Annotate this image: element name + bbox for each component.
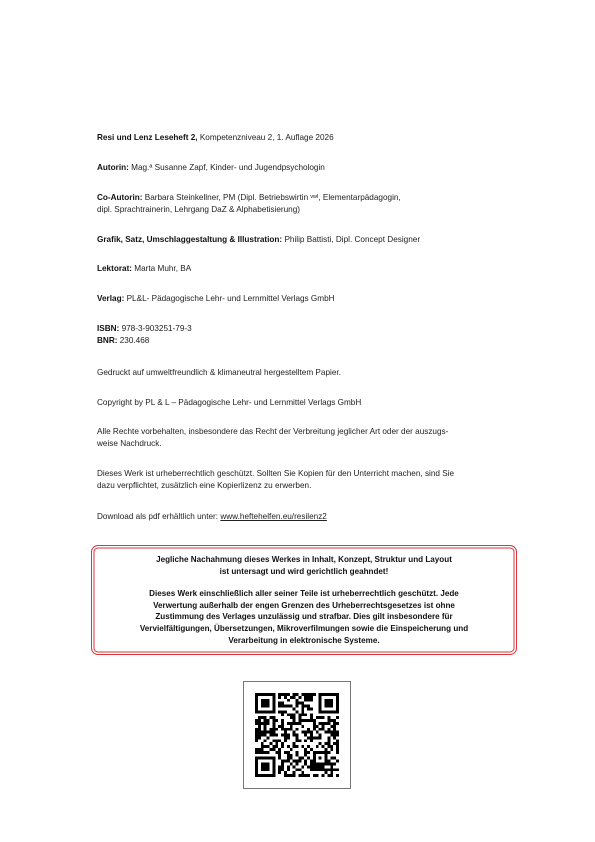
download-line [97, 511, 517, 523]
design-label: Grafik, Satz, Umschlaggestaltung & Illustration: [97, 235, 283, 244]
rights-line1: Alle Rechte vorbehalten, insbesondere das Recht der Verbreitung jeglicher Art oder der auszugs- [97, 427, 449, 436]
download-link[interactable]: www.heftehelfen.eu/resilenz2 [220, 512, 327, 521]
bnr-value: 230.468 [117, 336, 150, 345]
coauthor-label: Co-Autorin: [97, 193, 143, 202]
publisher-label: Verlag: [97, 294, 125, 303]
title-line [97, 132, 517, 144]
license-line2: dazu verpflichtet, zusätzlich eine Kopierlizenz zu erwerben. [97, 481, 312, 490]
publisher-value: PL&L- Pädagogische Lehr- und Lernmittel Verlags GmbH [124, 294, 335, 303]
notice-line7: Verarbeitung in elektronische Systeme. [228, 635, 380, 645]
license-block [97, 468, 517, 492]
isbn-label: ISBN: [97, 324, 120, 333]
author-line [97, 162, 517, 174]
rights-line2: weise Nachdruck. [97, 439, 162, 448]
copyright-line: Copyright by PL & L – Pädagogische Lehr- und Lernmittel Verlags GmbH [97, 398, 362, 407]
editor-value: Marta Muhr, BA [132, 264, 192, 273]
title-rest: Kompetenzniveau 2, 1. Auflage 2026 [197, 133, 334, 142]
qr-code-frame[interactable] [243, 681, 351, 789]
notice-line3: Dieses Werk einschließlich aller seiner Teile ist urheberrechtlich geschützt. Jede [149, 589, 459, 599]
author-label: Autorin: [97, 163, 129, 172]
coauthor-value-line2: dipl. Sprachtrainerin, Lehrgang DaZ & Alphabetisierung) [97, 205, 300, 214]
rights-block [97, 426, 517, 450]
download-text: Download als pdf erhältlich unter: [97, 512, 221, 521]
design-value: Philip Battisti, Dipl. Concept Designer [282, 235, 421, 244]
author-value: Mag.ª Susanne Zapf, Kinder- und Jugendpsychologin [128, 163, 325, 172]
notice-line6: Vervielfältigungen, Übersetzungen, Mikroverfilmungen sowie die Einspeicherung und [139, 623, 469, 633]
isbn-bnr-block [97, 323, 517, 347]
isbn-value: 978-3-903251-79-3 [119, 324, 192, 333]
editor-label: Lektorat: [97, 264, 133, 273]
editor-line [97, 263, 517, 275]
qr-code-icon [255, 693, 339, 777]
license-line1: Dieses Werk ist urheberrechtlich geschützt. Sollten Sie Kopien für den Unterricht machen, sind Sie [97, 469, 455, 478]
design-line [97, 234, 517, 246]
print-note: Gedruckt auf umweltfreundlich & klimaneutral hergestelltem Papier. [97, 368, 341, 377]
coauthor-line [97, 192, 517, 216]
notice-line5: Zustimmung des Verlages unzulässig und strafbar. Dies gilt insbesondere für [155, 612, 453, 622]
bnr-label: BNR: [97, 336, 118, 345]
coauthor-value-line1: Barbara Steinkellner, PM (Dipl. Betriebswirtin ᵛʷᴵ, Elementarpädagogin, [142, 193, 401, 202]
notice-line2: ist untersagt und wird gerichtlich geahndet! [219, 566, 389, 576]
title-bold: Resi und Lenz Leseheft 2, [97, 133, 198, 142]
publisher-line [97, 293, 517, 305]
copyright-notice-box [91, 545, 517, 655]
notice-line1: Jegliche Nachahmung dieses Werkes in Inhalt, Konzept, Struktur und Layout [156, 555, 452, 564]
notice-line4: Verwertung außerhalb der engen Grenzen des Urheberrechtsgesetzes ist ohne [153, 600, 455, 610]
